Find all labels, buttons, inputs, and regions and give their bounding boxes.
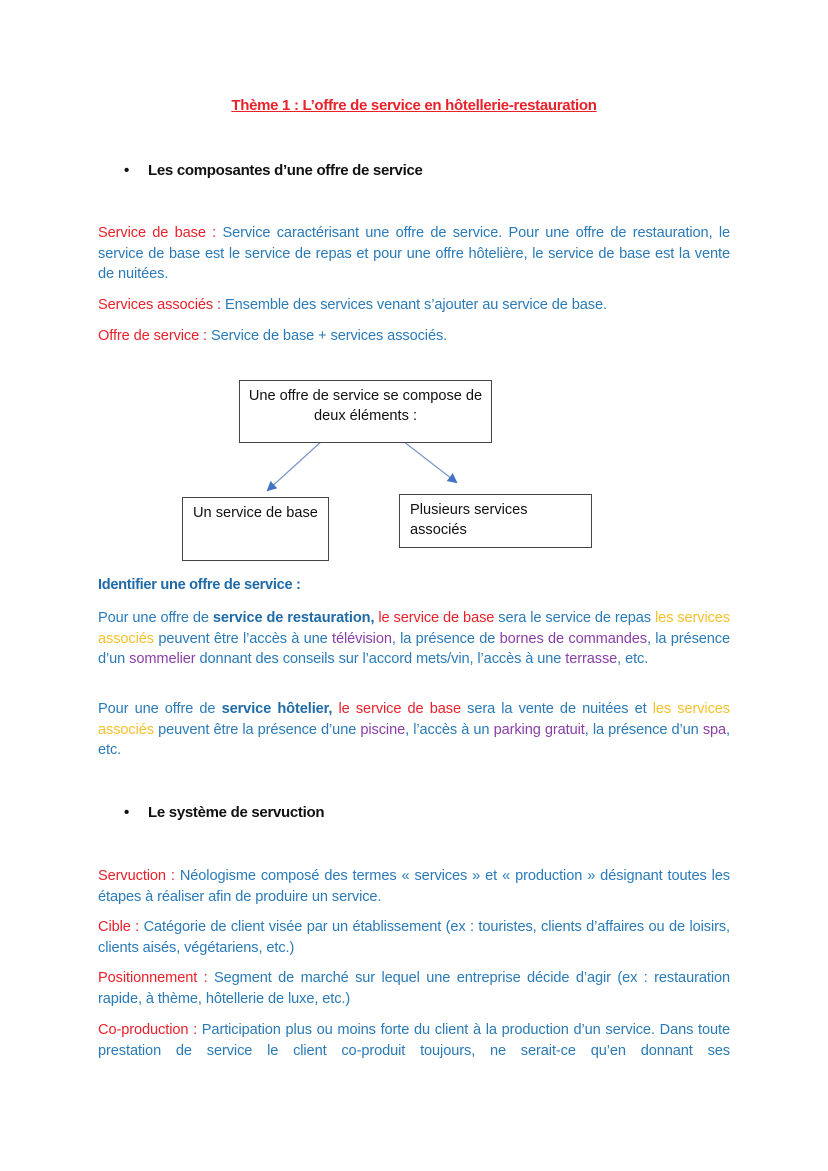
text: , l’accès à un xyxy=(405,721,494,738)
example-item: bornes de commandes xyxy=(499,630,647,647)
text: sera la vente de nuitées et xyxy=(460,701,653,717)
definition-text: Participation plus ou moins forte du client à la production d’un service. Dans toute prestation de service le client co-produit toujours, ne serait-ce qu’en donnant ses xyxy=(98,1022,730,1059)
example-item: sommelier xyxy=(129,651,196,667)
associated-services-text: les services associés xyxy=(98,610,730,647)
definition-term: Service de base : xyxy=(98,225,217,241)
definition-text: Catégorie de client visée par un établissement (ex : touristes, clients d’affaires ou de loisirs, clients aisés, végétariens, etc.) xyxy=(98,919,730,956)
bold-term: service de restauration, xyxy=(212,610,375,626)
definition-term: Servuction : xyxy=(98,868,175,884)
example-item: piscine xyxy=(360,721,406,738)
diagram-box-services-associes: Plusieurs services associés xyxy=(399,494,592,548)
text: peuvent être l’accès à une xyxy=(153,630,333,647)
example-item: parking gratuit xyxy=(493,721,585,738)
text: Pour une offre de xyxy=(98,610,213,626)
definition-term: Co-production : xyxy=(98,1022,198,1038)
example-item: télévision xyxy=(332,630,392,647)
identify-heading: Identifier une offre de service : xyxy=(98,577,301,593)
text: peuvent être la présence d’une xyxy=(153,721,361,738)
text: , la présence d’un xyxy=(98,630,731,667)
arrow-left-icon xyxy=(268,440,323,490)
definition-co-production xyxy=(98,1020,730,1061)
definition-positionnement xyxy=(98,968,730,1009)
arrow-right-icon xyxy=(399,438,456,482)
definition-text: Service de base + services associés. xyxy=(207,328,448,344)
section-heading-servuction xyxy=(124,804,324,821)
definition-term: Offre de service : xyxy=(98,328,208,344)
diagram-box-main: Une offre de service se compose de deux éléments : xyxy=(239,380,492,443)
definition-term: Cible : xyxy=(98,919,140,935)
base-service-text: le service de base xyxy=(332,701,461,717)
definition-cible xyxy=(98,917,730,958)
example-item: spa xyxy=(702,721,727,738)
definition-text: Ensemble des services venant s’ajouter au service de base. xyxy=(221,297,607,313)
text: , la présence d’un xyxy=(584,721,703,738)
definition-term: Positionnement : xyxy=(98,970,208,986)
bullet-icon: • xyxy=(124,162,129,179)
diagram-box-service-de-base: Un service de base xyxy=(182,497,329,561)
restaurant-paragraph xyxy=(98,608,730,670)
text: sera le service de repas xyxy=(494,610,655,626)
text: Pour une offre de xyxy=(98,701,222,717)
example-item: terrasse xyxy=(565,651,618,667)
text: , etc. xyxy=(98,721,731,758)
page-title: Thème 1 : L’offre de service en hôtellerie-restauration xyxy=(231,97,597,114)
text: donnant des conseils sur l’accord mets/vin, l’accès à une xyxy=(195,651,566,667)
text: , la présence de xyxy=(391,630,500,647)
hotel-paragraph xyxy=(98,699,730,761)
definition-servuction xyxy=(98,866,730,907)
section-heading-text: Le système de servuction xyxy=(148,804,325,821)
definition-text: Service caractérisant une offre de service. Pour une offre de restauration, le service de base est le service de repas et pour une offre hôtelière, le service de base est la vente de nuitées. xyxy=(98,225,731,282)
definition-term: Services associés : xyxy=(98,297,222,313)
bold-term: service hôtelier, xyxy=(221,701,333,717)
associated-services-text: les services associés xyxy=(98,701,730,738)
section-heading-text: Les composantes d’une offre de service xyxy=(148,162,423,179)
bullet-icon: • xyxy=(124,804,129,821)
definition-text: Segment de marché sur lequel une entreprise décide d’agir (ex : restauration rapide, à thème, hôtellerie de luxe, etc.) xyxy=(98,970,730,1007)
definition-text: Néologisme composé des termes « services » et « production » désignant toutes les étapes à réaliser afin de produire un service. xyxy=(98,868,731,905)
base-service-text: le service de base xyxy=(374,610,495,626)
text: , etc. xyxy=(617,651,649,667)
